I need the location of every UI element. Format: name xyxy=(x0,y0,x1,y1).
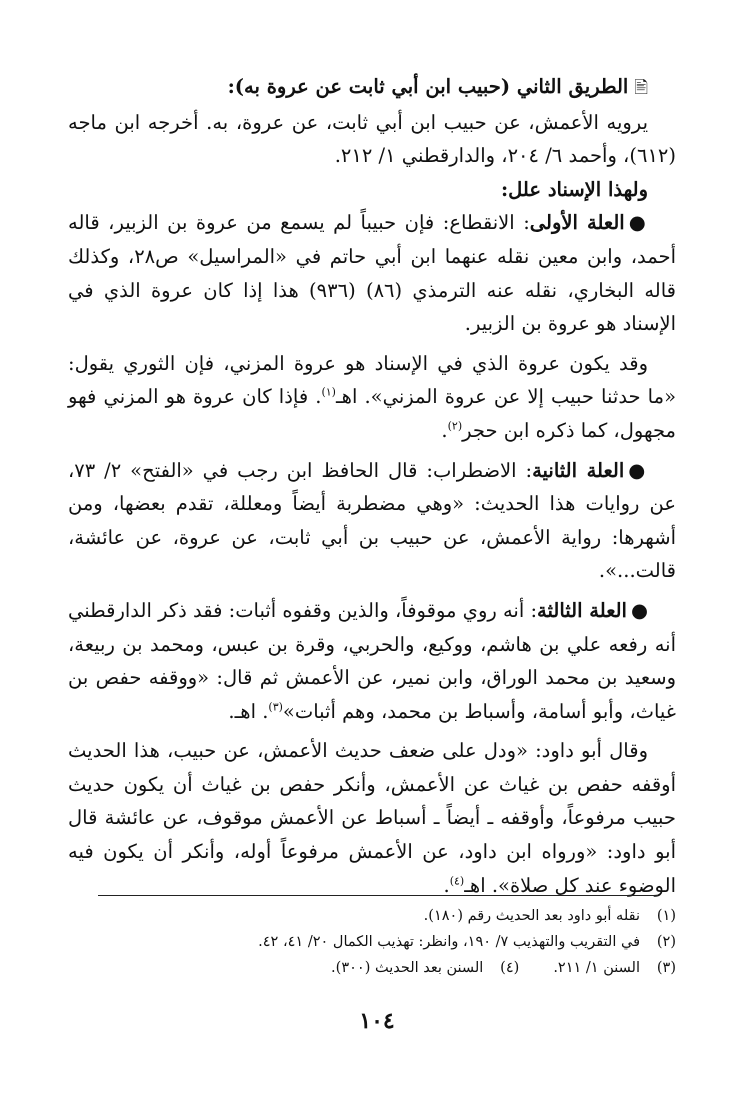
footnote-3-4 xyxy=(68,955,676,981)
paragraph-6-end: . اهـ. xyxy=(228,699,269,723)
footnote-text: في التقريب والتهذيب ٧/ ١٩٠، وانظر: تهذيب الكمال ٢٠/ ٤١، ٤٢. xyxy=(258,934,640,950)
document-icon: 🖹 xyxy=(634,78,648,98)
paragraph-3-text: : الانقطاع: فإن حبيباً لم يسمع من عروة بن الزبير، قاله أحمد، وابن معين نقله عنهما ابن أبي حاتم في «المراسيل» ص٢٨، وكذلك قاله البخاري، نقله عنه الترمذي (٨٦) (٩٣٦) هذا إذا كان عروة الذي في الإسناد هو عروة بن الزبير. xyxy=(68,211,676,336)
paragraph-6-label: العلة الثالثة xyxy=(537,598,627,622)
footnote-2 xyxy=(68,929,676,955)
footnote-number: (١) xyxy=(656,908,676,924)
footnote-text: السنن ١/ ٢١١. xyxy=(553,960,640,976)
footnote-text: السنن بعد الحديث (٣٠٠). xyxy=(331,960,484,976)
footnote-ref-3: (٣) xyxy=(268,700,283,714)
paragraph-7-text: وقال أبو داود: «ودل على ضعف حديث الأعمش، عن حبيب، هذا الحديث أوقفه حفص بن غياث عن الأعمش، وأنكر حفص بن غياث أن يكون حديث حبيب مرفوعاً، وأوقفه ـ أيضاً ـ أسباط عن الأعمش موقوف، عن عائشة قال أبو داود: «ورواه ابن داود، عن الأعمش مرفوعاً أوله، وأنكر أن يكون فيه الوضوء عند كل صلاة». اهـ xyxy=(68,739,676,897)
paragraph-5-label: العلة الثانية xyxy=(532,458,625,482)
main-text xyxy=(68,70,676,902)
paragraph-4-text-c: . xyxy=(441,418,448,442)
footnote-ref-2: (٢) xyxy=(447,419,463,433)
footnote-divider xyxy=(98,895,658,896)
footnote-number: (٤) xyxy=(500,960,520,976)
footnote-text: نقله أبو داود بعد الحديث رقم (١٨٠). xyxy=(423,908,640,924)
paragraph-4-text-b: . فإذا كان عروة هو المزني فهو مجهول، كما ذكره ابن حجر xyxy=(68,385,676,442)
bullet-icon: ● xyxy=(628,458,649,482)
paragraph-7 xyxy=(68,734,676,902)
footnotes xyxy=(68,903,676,981)
bullet-icon: ● xyxy=(630,598,649,622)
paragraph-6 xyxy=(68,594,676,728)
section-heading-text: الطريق الثاني (حبيب ابن أبي ثابت عن عروة به): xyxy=(227,75,629,98)
paragraph-5 xyxy=(68,454,676,588)
paragraph-1: يرويه الأعمش، عن حبيب ابن أبي ثابت، عن عروة، به. أخرجه ابن ماجه (٦١٢)، وأحمد ٦/ ٢٠٤، والدارقطني ١/ ٢١٢. xyxy=(68,110,676,168)
paragraph-7-end: . xyxy=(443,873,450,897)
page-number: ١٠٤ xyxy=(359,1008,395,1034)
footnote-ref-1: (١) xyxy=(321,385,336,399)
paragraph-2-heading: ولهذا الإسناد علل: xyxy=(500,177,648,201)
bullet-icon: ● xyxy=(628,211,648,235)
paragraph-3 xyxy=(68,206,676,340)
paragraph-3-label: العلة الأولى xyxy=(529,211,625,235)
paragraph-6-text: : أنه روي موقوفاً، والذين وقفوه أثبات: فقد ذكر الدارقطني أنه رفعه علي بن هاشم، ووكيع، والحربي، وقرة بن عبس، ومحمد بن ربيعة، وسعيد بن محمد الوراق، وابن نمير، عن الأعمش ثم قال: «ووقفه حفص بن غياث، وأبو أسامة، وأسباط بن محمد، وهم أثبات» xyxy=(68,598,676,723)
footnote-ref-4: (٤) xyxy=(449,874,465,888)
paragraph-4-text-a: وقد يكون عروة الذي في الإسناد هو عروة المزني، فإن الثوري يقول: «ما حدثنا حبيب إلا عن عروة المزني». اهـ xyxy=(68,351,677,409)
footnote-1 xyxy=(68,903,676,929)
section-heading xyxy=(68,70,676,106)
paragraph-4 xyxy=(68,347,676,448)
footnote-number: (٢) xyxy=(656,934,676,950)
footnote-number: (٣) xyxy=(656,960,676,976)
paragraph-5-text: : الاضطراب: قال الحافظ ابن رجب في «الفتح» ٢/ ٧٣، عن روايات هذا الحديث: «وهي مضطربة أيضاً ومعللة، تقدم بعضها، ومن أشهرها: رواية الأعمش، عن حبيب بن أبي ثابت، عن عروة، عن عائشة، قالت...». xyxy=(68,458,676,583)
